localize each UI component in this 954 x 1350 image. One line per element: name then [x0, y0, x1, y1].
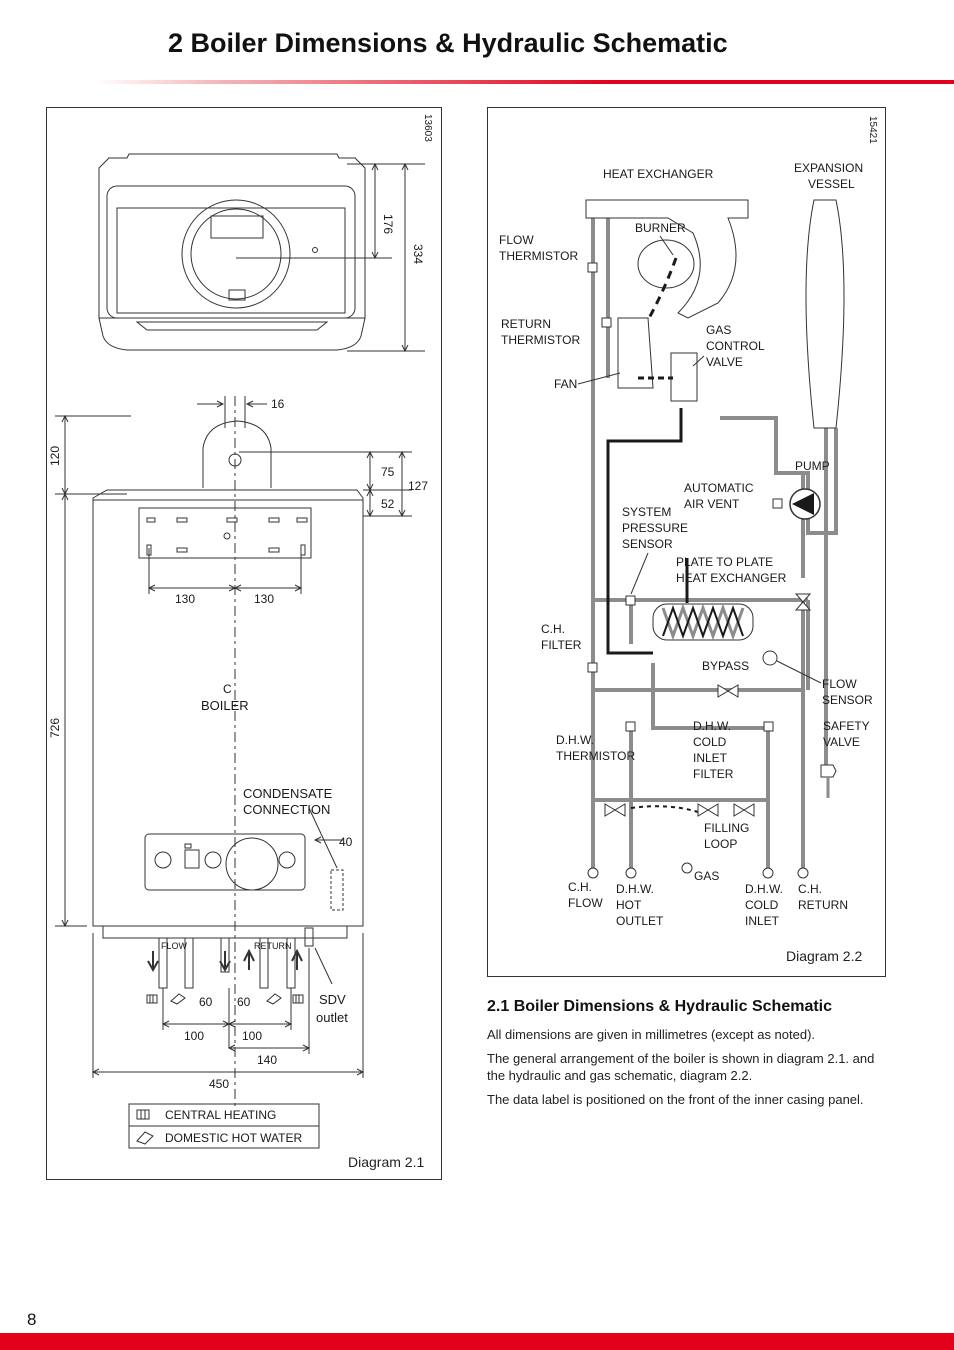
dhw-cold-filter-label-2: COLD [693, 735, 727, 749]
filling-label-2: LOOP [704, 837, 738, 851]
dim-450: 450 [209, 1077, 230, 1091]
flow-pipe-label: FLOW [161, 941, 187, 951]
safety-valve-icon [821, 765, 836, 777]
dim-40: 40 [339, 835, 353, 849]
sps-label-3: SENSOR [622, 537, 673, 551]
ch-flow-label-1: C.H. [568, 880, 592, 894]
legend-radiator-icon [137, 1110, 149, 1119]
dim-130-left: 130 [175, 592, 196, 606]
diagram-2-2-frame [487, 107, 886, 977]
dim-726: 726 [48, 717, 62, 738]
dim-52: 52 [381, 497, 395, 511]
paragraph-1: All dimensions are given in millimetres (except as noted). [487, 1027, 816, 1042]
dhw-cold-label-2: COLD [745, 898, 779, 912]
burner-label: BURNER [635, 221, 686, 235]
legend-domestic-hot-water: DOMESTIC HOT WATER [165, 1131, 303, 1145]
ch-return-label-2: RETURN [798, 898, 848, 912]
dim-100-right: 100 [242, 1029, 263, 1043]
dim-100-left: 100 [184, 1029, 205, 1043]
ch-flow-label-2: FLOW [568, 896, 603, 910]
safety-label-2: VALVE [823, 735, 860, 749]
dhw-cold-filter-label-4: FILTER [693, 767, 734, 781]
sdv-label: SDV [319, 992, 346, 1007]
pump-label: PUMP [795, 459, 830, 473]
plate-label-1: PLATE TO PLATE [676, 555, 774, 569]
diagram-21-ref: 13603 [422, 114, 433, 142]
aav-label-1: AUTOMATIC [684, 481, 754, 495]
ch-filter-label-1: C.H. [541, 622, 565, 636]
dhw-hot-label-1: D.H.W. [616, 882, 654, 896]
dhw-therm-label-1: D.H.W. [556, 733, 594, 747]
ch-filter-label-2: FILTER [541, 638, 582, 652]
fan-label: FAN [554, 377, 578, 391]
safety-label-1: SAFETY [823, 719, 870, 733]
dhw-cold-label-1: D.H.W. [745, 882, 783, 896]
ch-filter-icon [588, 663, 597, 672]
flow-thermistor-label-1: FLOW [499, 233, 534, 247]
dhw-therm-label-2: THERMISTOR [556, 749, 636, 763]
return-pipe-label: RETURN [254, 941, 292, 951]
tap-icon-left [171, 994, 185, 1004]
legend-central-heating: CENTRAL HEATING [165, 1108, 277, 1122]
gas-valve-shape [671, 353, 697, 401]
dim-16: 16 [271, 397, 285, 411]
dim-75: 75 [381, 465, 395, 479]
pressure-sensor-icon [626, 596, 635, 605]
air-vent-icon [773, 499, 782, 508]
ch-return-label-1: C.H. [798, 882, 822, 896]
dhw-hot-label-3: OUTLET [616, 914, 664, 928]
return-thermistor-label-2: THERMISTOR [501, 333, 581, 347]
condensate-label-2: CONNECTION [243, 802, 331, 817]
title-rule [95, 80, 954, 84]
dim-127: 127 [408, 479, 429, 493]
sps-label-1: SYSTEM [622, 505, 672, 519]
footer-bar [0, 1333, 954, 1350]
dim-334: 334 [411, 244, 425, 265]
section-heading: 2.1 Boiler Dimensions & Hydraulic Schematic [487, 998, 833, 1015]
boiler-dimensions-drawing [47, 108, 441, 1179]
diagram-2-2-caption: Diagram 2.2 [786, 948, 863, 964]
paragraph-3: The data label is positioned on the front of the inner casing panel. [487, 1092, 864, 1107]
diagram-2-1-caption: Diagram 2.1 [348, 1154, 425, 1170]
flow-thermistor-icon [588, 263, 597, 272]
legend-tap-icon [137, 1132, 153, 1144]
gas-label: GAS [694, 869, 720, 883]
dhw-hot-label-2: HOT [616, 898, 642, 912]
dim-120: 120 [48, 445, 62, 466]
dhw-cold-filter-label-3: INLET [693, 751, 728, 765]
dim-140: 140 [257, 1053, 278, 1067]
diagram-22-ref: 15421 [867, 116, 878, 144]
gas-valve-label-1: GAS [706, 323, 732, 337]
return-thermistor-label-1: RETURN [501, 317, 551, 331]
bypass-label: BYPASS [702, 659, 750, 673]
radiator-icon-right [293, 995, 303, 1003]
dhw-cold-label-3: INLET [745, 914, 780, 928]
flow-sensor-label-2: SENSOR [822, 693, 873, 707]
dim-60-left: 60 [199, 995, 213, 1009]
page-number: 8 [27, 1310, 37, 1329]
paragraph-2: The general arrangement of the boiler is shown in diagram 2.1. and the hydraulic and gas schematic, diagram 2.2. [487, 1051, 875, 1083]
flow-sensor-icon [763, 651, 777, 665]
return-thermistor-icon [602, 318, 611, 327]
flow-sensor-label-1: FLOW [822, 677, 857, 691]
tap-icon-right [267, 994, 281, 1004]
aav-label-2: AIR VENT [684, 497, 740, 511]
page-title: 2 Boiler Dimensions & Hydraulic Schematic [168, 28, 728, 58]
filling-label-1: FILLING [704, 821, 750, 835]
diagram-2-1-frame [46, 107, 442, 1180]
expansion-label-2: VESSEL [808, 177, 855, 191]
condensate-label-1: CONDENSATE [243, 786, 333, 801]
gas-valve-label-3: VALVE [706, 355, 743, 369]
plate-label-2: HEAT EXCHANGER [676, 571, 787, 585]
dhw-thermistor-icon [626, 722, 635, 731]
dim-60-right: 60 [237, 995, 251, 1009]
sdv-outlet-label: outlet [316, 1010, 348, 1025]
heat-exchanger-label: HEAT EXCHANGER [603, 167, 714, 181]
burner-shape [638, 240, 694, 288]
centerline-symbol: C [223, 682, 232, 696]
dhw-cold-filter-icon [764, 722, 773, 731]
hydraulic-schematic-drawing [488, 108, 885, 976]
flow-thermistor-label-2: THERMISTOR [499, 249, 579, 263]
sps-label-2: PRESSURE [622, 521, 689, 535]
expansion-label-1: EXPANSION [794, 161, 864, 175]
boiler-label: BOILER [201, 698, 249, 713]
dim-130-right: 130 [254, 592, 275, 606]
gas-valve-label-2: CONTROL [706, 339, 765, 353]
radiator-icon-left [147, 995, 157, 1003]
expansion-vessel-shape [806, 200, 844, 428]
dhw-cold-filter-label-1: D.H.W. [693, 719, 731, 733]
dim-176: 176 [381, 214, 395, 235]
